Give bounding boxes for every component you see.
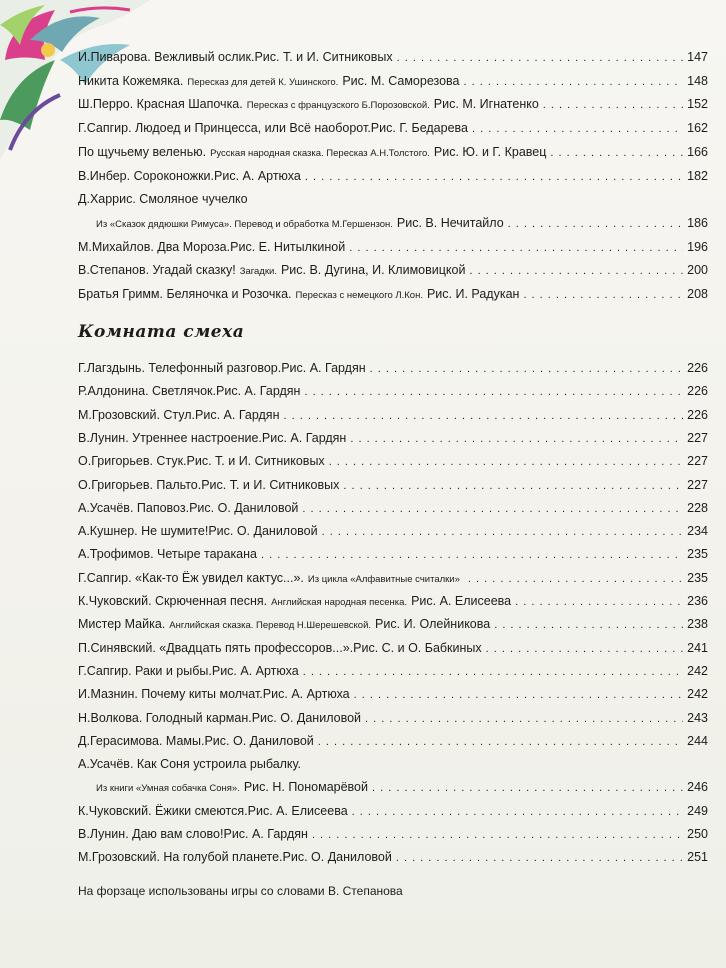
page-number: 249 (687, 803, 708, 818)
dot-leader (543, 95, 683, 115)
entry-illustrator: Рис. Т. и И. Ситниковых (186, 454, 325, 469)
entry-title: А.Кушнер. Не шумите! (78, 524, 209, 539)
entry-note: Пересказ для детей К. Ушинского. (187, 76, 339, 88)
entry-illustrator: Рис. О. Даниловой (282, 850, 392, 865)
entry-illustrator: Рис. Т. и И. Ситниковых (201, 477, 340, 492)
entry-illustrator: Рис. Ю. и Г. Кравец (433, 144, 547, 159)
page-number: 242 (687, 663, 708, 678)
entry-illustrator: Рис. Н. Пономарёвой (243, 780, 368, 795)
entry-title: М.Михайлов. Два Мороза. (78, 239, 231, 254)
toc-entry[interactable] (78, 801, 708, 821)
entry-title: О.Григорьев. Стук. (78, 454, 187, 469)
page-number: 147 (687, 50, 708, 64)
dot-leader (397, 48, 684, 68)
toc-entry[interactable] (78, 405, 708, 425)
entry-title: Г.Сапгир. Людоед и Принцесса, или Всё наоборот. (78, 121, 371, 136)
entry-title: Г.Сапгир. «Как-то Ёж увидел кактус...». (78, 570, 304, 585)
dot-leader (304, 382, 683, 402)
entry-title: В.Лунин. Даю вам слово! (78, 827, 224, 841)
toc-entry[interactable] (78, 708, 708, 728)
toc-entry[interactable] (92, 213, 708, 233)
toc-entry[interactable] (78, 661, 708, 681)
entry-title: Никита Кожемяка. (78, 73, 184, 88)
page-number: 182 (687, 168, 708, 183)
page-number: 250 (687, 827, 708, 841)
dot-leader (370, 359, 683, 379)
entry-note: Пересказ с французского Б.Порозовской. (246, 100, 430, 112)
page-number: 244 (687, 733, 708, 748)
toc-entry[interactable] (78, 591, 708, 611)
entry-title: В.Степанов. Угадай сказку! (78, 263, 236, 278)
page-number: 208 (687, 287, 708, 301)
entry-illustrator: Рис. А. Гардян (281, 361, 366, 375)
toc-entry[interactable] (78, 428, 708, 448)
toc-entry[interactable] (78, 284, 708, 304)
dot-leader (305, 167, 683, 187)
entry-note: Английская народная песенка. (271, 597, 408, 608)
dot-leader (494, 615, 683, 635)
entry-illustrator: Рис. О. Даниловой (251, 710, 362, 725)
entry-title: А.Усачёв. Как Соня устроила рыбалку. (78, 757, 302, 772)
entry-illustrator: Рис. А. Артюха (211, 663, 299, 678)
entry-title: Д.Харрис. Смоляное чучелко (78, 192, 248, 207)
entry-title: Братья Гримм. Беляночка и Розочка. (78, 287, 292, 301)
page-number: 227 (687, 454, 708, 469)
dot-leader (550, 143, 683, 163)
entry-illustrator: Рис. А. Гардян (216, 384, 301, 399)
dot-leader (486, 639, 684, 659)
section-title: Комната смеха (78, 322, 245, 342)
entry-illustrator: Рис. А. Гардян (195, 407, 280, 422)
entry-illustrator: Рис. А. Гардян (261, 430, 347, 445)
entry-illustrator: Рис. А. Елисеева (247, 803, 348, 818)
page-number: 228 (687, 500, 708, 515)
toc-entry[interactable] (78, 731, 708, 751)
entry-illustrator: Рис. Т. и И. Ситниковых (254, 50, 393, 64)
dot-leader (354, 685, 684, 705)
dot-leader (349, 238, 683, 258)
entry-illustrator: Рис. Г. Бедарева (370, 121, 468, 136)
entry-illustrator: Рис. А. Артюха (214, 168, 301, 183)
page-number: 227 (687, 477, 708, 492)
dot-leader (312, 825, 683, 845)
dot-leader (322, 522, 684, 542)
page-number: 238 (687, 617, 708, 632)
page-number: 236 (687, 594, 708, 608)
toc-entry[interactable] (78, 118, 708, 138)
entry-title: Д.Герасимова. Мамы. (78, 733, 205, 748)
toc-entry[interactable] (78, 544, 708, 564)
dot-leader (396, 848, 683, 868)
toc-entry[interactable] (78, 568, 708, 588)
entry-note: Из цикла «Алфавитные считалки» (307, 573, 460, 585)
entry-note: Английская сказка. Перевод Н.Шерешевской. (169, 620, 372, 632)
footer-note: На форзаце использованы игры со словами В. Степанова (78, 884, 403, 898)
entry-illustrator: Рис. Е. Нитылкиной (230, 239, 346, 254)
entry-title: Р.Алдонина. Светлячок. (78, 384, 216, 399)
entry-note: Пересказ с немецкого Л.Кон. (295, 290, 423, 301)
entry-title: В.Инбер. Сороконожки. (78, 168, 215, 183)
toc-entry[interactable] (78, 521, 708, 541)
entry-title: В.Лунин. Утреннее настроение. (78, 430, 262, 445)
entry-title: Г.Лагздынь. Телефонный разговор. (78, 361, 282, 375)
dot-leader (350, 429, 683, 449)
toc-entry[interactable] (78, 381, 708, 401)
entry-title: А.Трофимов. Четыре таракана (78, 547, 257, 562)
toc-entry[interactable] (78, 189, 708, 209)
dot-leader (343, 476, 683, 496)
entry-illustrator: Рис. А. Елисеева (411, 594, 512, 608)
entry-note: Русская народная сказка. Пересказ А.Н.Толстого. (210, 147, 430, 159)
toc-entry[interactable] (78, 754, 708, 774)
entry-illustrator: Рис. И. Радукан (426, 287, 520, 301)
dot-leader (464, 72, 684, 92)
page-number: 251 (687, 850, 708, 865)
toc-entry[interactable] (78, 142, 708, 162)
page-number: 241 (687, 640, 708, 655)
entry-title: К.Чуковский. Ёжики смеются. (78, 803, 248, 818)
toc-entry[interactable] (78, 260, 708, 280)
toc-entry[interactable] (92, 777, 708, 797)
dot-leader (523, 285, 683, 305)
toc-entry[interactable] (78, 614, 708, 634)
toc-entry[interactable] (78, 237, 708, 257)
entry-title: П.Синявский. «Двадцать пять профессоров...». (78, 640, 354, 655)
page-number: 196 (687, 239, 708, 254)
entry-title: Н.Волкова. Голодный карман. (78, 710, 252, 725)
dot-leader (283, 406, 683, 426)
page-number: 148 (687, 73, 708, 88)
entry-title: М.Грозовский. На голубой планете. (78, 850, 283, 865)
entry-illustrator: Рис. М. Саморезова (342, 73, 460, 88)
page-number: 226 (687, 361, 708, 375)
entry-illustrator: Рис. С. и О. Бабкиных (353, 640, 482, 655)
toc-entry[interactable] (78, 358, 708, 378)
entry-illustrator: Рис. О. Даниловой (208, 524, 318, 539)
dot-leader (318, 732, 683, 752)
entry-title: К.Чуковский. Скрюченная песня. (78, 594, 268, 608)
entry-illustrator: Рис. М. Игнатенко (433, 97, 539, 112)
dot-leader (329, 452, 683, 472)
dot-leader (515, 592, 683, 612)
entry-illustrator: Рис. В. Дугина, И. Климовицкой (280, 263, 466, 278)
page-number: 235 (687, 570, 708, 585)
entry-illustrator: Рис. О. Даниловой (204, 733, 314, 748)
toc-entry[interactable] (78, 166, 708, 186)
entry-title: По щучьему веленью. (78, 144, 207, 159)
dot-leader (468, 569, 683, 589)
entry-note: Из книги «Умная собачка Соня». (96, 783, 240, 795)
page-number: 242 (687, 687, 708, 702)
toc-entry[interactable] (78, 475, 708, 495)
dot-leader (469, 261, 683, 281)
entry-title: Ш.Перро. Красная Шапочка. (78, 97, 243, 112)
page-number: 235 (687, 547, 708, 562)
entry-title: И.Пиварова. Вежливый ослик. (78, 50, 255, 64)
toc-entry[interactable] (78, 684, 708, 704)
dot-leader (365, 709, 683, 729)
toc-entry[interactable] (78, 824, 708, 844)
page-number: 227 (687, 430, 708, 445)
entry-title: А.Усачёв. Паповоз. (78, 500, 190, 515)
dot-leader (472, 119, 683, 139)
page-number: 246 (687, 780, 708, 795)
entry-illustrator: Рис. А. Гардян (223, 827, 308, 841)
page-number: 243 (687, 710, 708, 725)
toc-entry[interactable] (78, 638, 708, 658)
entry-title: Г.Сапгир. Раки и рыбы. (78, 663, 212, 678)
dot-leader (508, 214, 683, 234)
toc-entry[interactable] (78, 47, 708, 67)
entry-illustrator: Рис. В. Нечитайло (396, 215, 504, 230)
entry-title: Мистер Майка. (78, 617, 166, 632)
page-number: 234 (687, 524, 708, 539)
entry-title: И.Мазнин. Почему киты молчат. (78, 687, 263, 702)
entry-note: Загадки. (239, 266, 277, 278)
page-number: 162 (687, 121, 708, 136)
page-number: 200 (687, 263, 708, 278)
page-number: 166 (687, 144, 708, 159)
dot-leader (302, 499, 683, 519)
toc-entry[interactable] (78, 71, 708, 91)
toc-entry[interactable] (78, 94, 708, 114)
dot-leader (261, 545, 683, 565)
entry-illustrator: Рис. И. Олейникова (375, 617, 491, 632)
toc-entry[interactable] (78, 498, 708, 518)
toc-entry[interactable] (78, 451, 708, 471)
page-number: 226 (687, 384, 708, 399)
entry-illustrator: Рис. О. Даниловой (189, 500, 299, 515)
page-number: 186 (687, 215, 708, 230)
entry-title: М.Грозовский. Стул. (78, 407, 196, 422)
page-number: 226 (687, 407, 708, 422)
dot-leader (303, 662, 683, 682)
dot-leader (372, 778, 683, 798)
entry-illustrator: Рис. А. Артюха (262, 687, 350, 702)
entry-title: О.Григорьев. Пальто. (78, 477, 202, 492)
toc-entry[interactable] (78, 847, 708, 867)
entry-note: Из «Сказок дядюшки Римуса». Перевод и обработка М.Гершензон. (96, 218, 393, 230)
page-number: 152 (687, 97, 708, 112)
dot-leader (352, 802, 683, 822)
